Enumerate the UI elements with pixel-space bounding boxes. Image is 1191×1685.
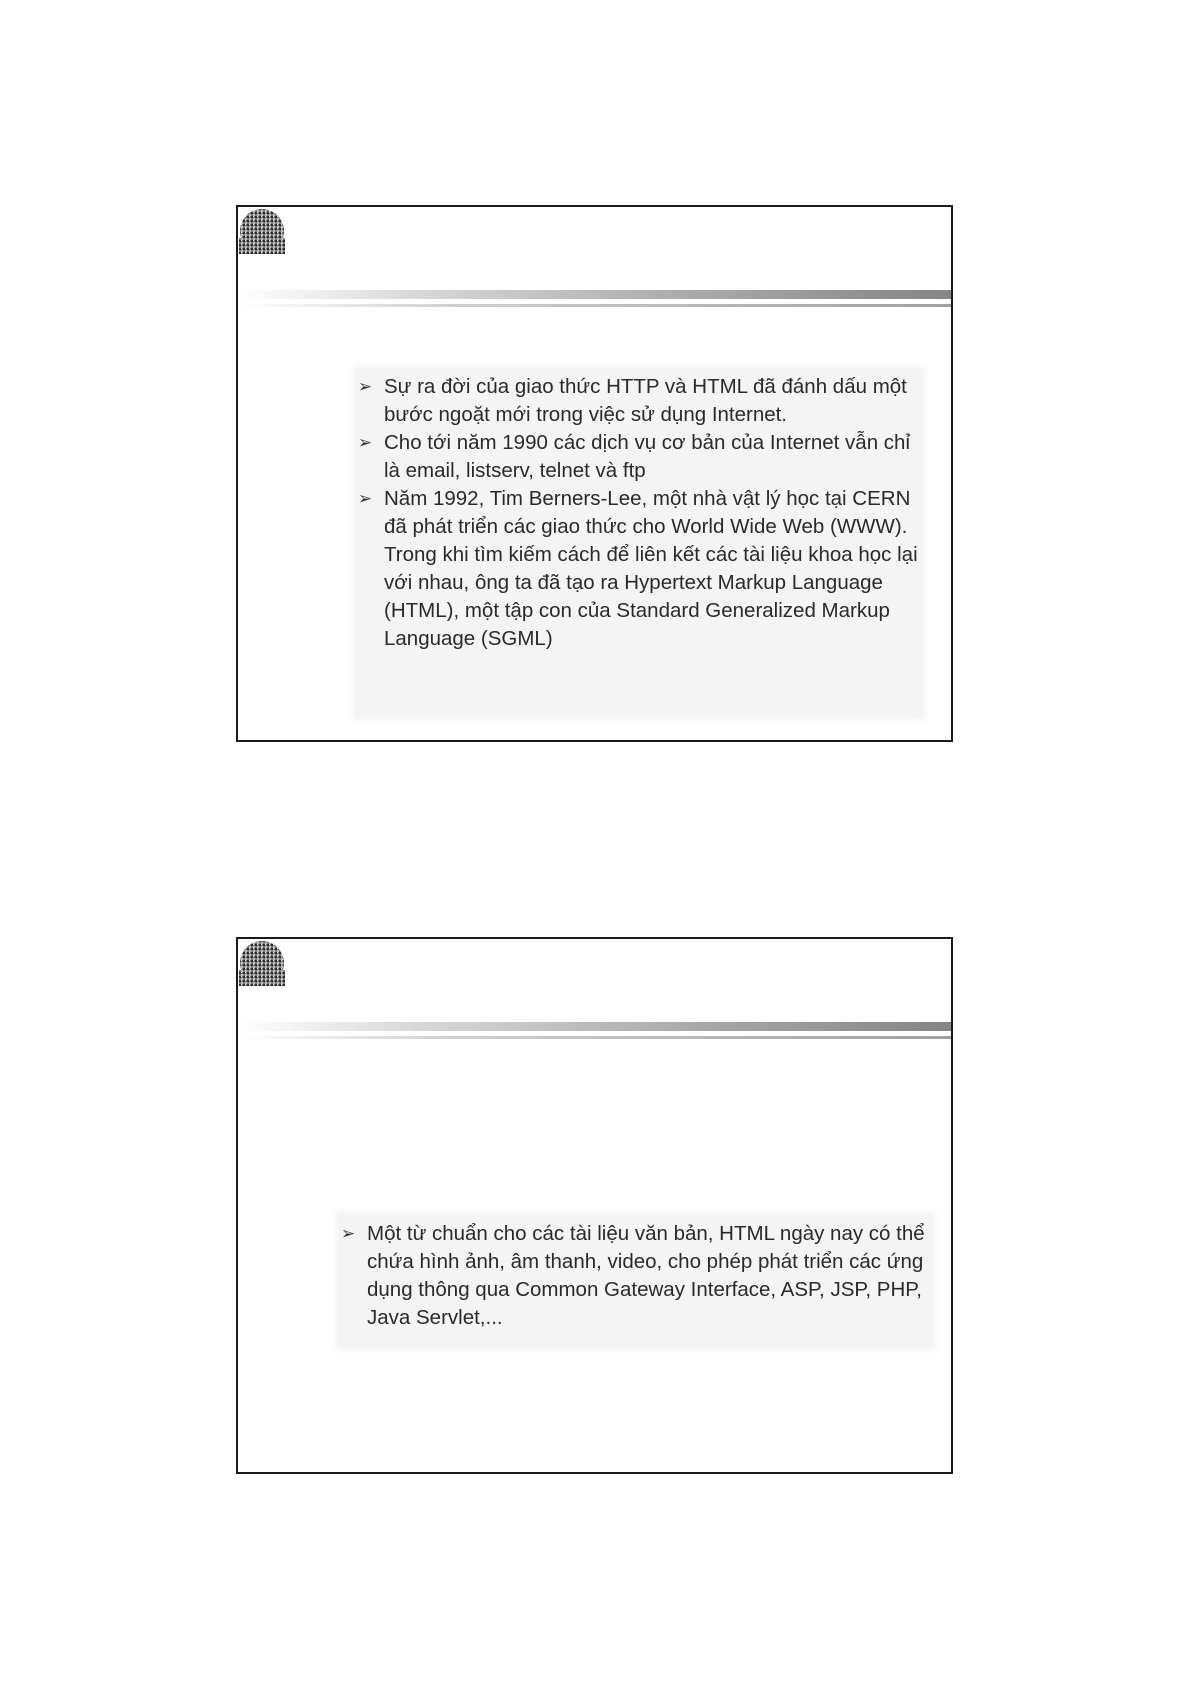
bullet-text: Cho tới năm 1990 các dịch vụ cơ bản của Internet vẫn chỉ là email, listserv, telnet và ftp [384,431,911,482]
bullet-text: Sự ra đời của giao thức HTTP và HTML đã đánh dấu một bước ngoặt mới trong việc sử dụng Internet. [384,375,907,426]
bullet-text: Một từ chuẩn cho các tài liệu văn bản, HTML ngày nay có thể chứa hình ảnh, âm thanh, video, cho phép phát triển các ứng dụng thông qua Common Gateway Interface, ASP, JSP, PHP, Java Servlet,... [367,1222,925,1329]
header-rule-thin [238,1036,951,1039]
list-item [356,373,922,429]
header-rule-thick [238,1022,951,1031]
slide-2 [236,937,953,1474]
list-item [356,429,922,485]
slide-1 [236,205,953,742]
slide-content [356,369,922,717]
arrow-bullet-icon: ➢ [341,1224,356,1243]
list-item [356,485,922,653]
bullet-list [356,369,922,653]
arrow-bullet-icon: ➢ [358,377,373,396]
arrow-bullet-icon: ➢ [358,489,373,508]
arrow-bullet-icon: ➢ [358,433,373,452]
bullet-text: Năm 1992, Tim Berners-Lee, một nhà vật lý học tại CERN đã phát triển các giao thức cho World Wide Web (WWW). Trong khi tìm kiếm cách để liên kết các tài liệu khoa học lại với nhau, ông ta đã tạo ra Hypertext Markup Language (HTML), một tập con của Standard Generalized Markup Language (SGML) [384,487,918,650]
textured-globe-logo-icon [239,208,285,254]
textured-globe-logo-icon [239,940,285,986]
slide-content [339,1214,932,1347]
header-rule-thick [238,290,951,299]
bullet-list [339,1214,932,1332]
list-item [339,1220,932,1332]
header-rule-thin [238,304,951,307]
